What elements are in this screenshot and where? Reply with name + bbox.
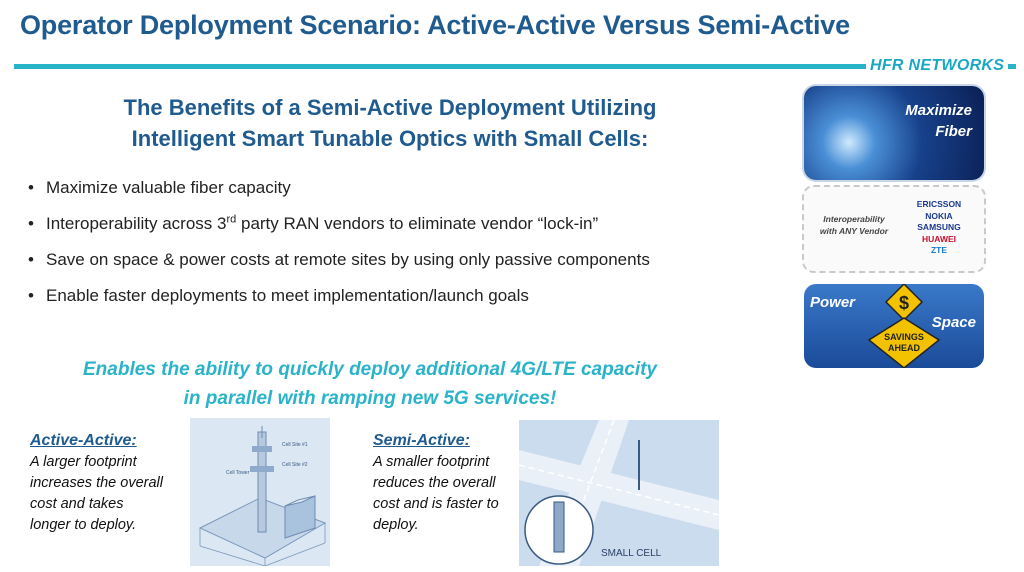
cell-site-2-label: Cell Site #2 [282,462,308,468]
interoperability-label [814,213,894,237]
small-cell-illustration [519,420,719,566]
benefit-text: Interoperability across 3 [46,214,227,233]
benefit-item-interoperability [28,206,650,242]
highlight-statement [40,355,700,413]
vendor-ericsson-logo: ERICSSON [916,199,962,209]
benefits-heading [60,92,720,154]
description-line: A larger footprint [30,454,137,470]
description-line: A smaller footprint [373,454,490,470]
cell-tower-drawing [190,418,330,566]
cell-tower-label: Cell Tower [226,470,250,476]
maximize-fiber-label [905,100,972,142]
description-line: cost and is faster to [373,496,499,512]
description-line: longer to deploy. [30,517,137,533]
slide-title: Operator Deployment Scenario: Active-Active Versus Semi-Active [20,10,850,40]
benefits-list [28,170,650,314]
vendor-logo-list [904,199,974,257]
card-label-line: Fiber [935,123,972,140]
power-space-savings-card [804,284,984,368]
description-line: cost and takes [30,496,124,512]
benefits-heading-line-1: The Benefits of a Semi-Active Deployment Utilizing [123,95,657,120]
benefit-item-space-power: • Save on space & power costs at remote sites by using only passive components [28,242,650,278]
active-active-body [30,452,190,536]
card-label-line: with ANY Vendor [819,226,889,236]
benefit-item-faster-deployment: • Enable faster deployments to meet implementation/launch goals [28,278,650,314]
benefit-text: party RAN vendors to eliminate vendor “lock-in” [236,214,599,233]
savings-sign-line-1: SAVINGS [884,332,924,342]
semi-active-description [373,432,523,536]
description-line: increases the overall [30,475,163,491]
active-active-description [30,432,190,536]
highlight-line-1: Enables the ability to quickly deploy additional 4G/LTE capacity [83,359,657,380]
maximize-fiber-card [804,86,984,180]
description-line: deploy. [373,517,419,533]
vendor-nokia-logo: NOKIA [925,210,953,221]
street-drawing [519,420,719,566]
active-active-heading: Active-Active: [30,432,137,449]
description-line: reduces the overall [373,475,496,491]
vendor-interoperability-card [802,185,986,273]
vendor-huawei-logo: HUAWEI [922,233,956,244]
ordinal-suffix: rd [226,213,237,226]
semi-active-heading: Semi-Active: [373,432,470,449]
company-logo: HFR NETWORKS [866,57,1008,75]
small-cell-label: SMALL CELL [601,548,662,559]
semi-active-body [373,452,523,536]
power-label: Power [810,294,856,311]
savings-sign-line-2: AHEAD [887,343,921,353]
card-label-line: Interoperability [823,214,885,224]
vendor-samsung-logo: SAMSUNG [917,222,961,232]
cell-tower-illustration [190,418,330,566]
dollar-sign-icon: $ [898,293,910,313]
space-label: Space [931,314,976,331]
cell-site-1-label: Cell Site #1 [282,442,308,448]
benefit-item-fiber: • Maximize valuable fiber capacity [28,170,650,206]
vendor-zte-logo: ZTE [930,245,948,255]
highlight-line-2: in parallel with ramping new 5G services! [183,388,557,409]
card-label-line: Maximize [905,102,972,119]
benefits-heading-line-2: Intelligent Smart Tunable Optics with Small Cells: [131,126,649,151]
